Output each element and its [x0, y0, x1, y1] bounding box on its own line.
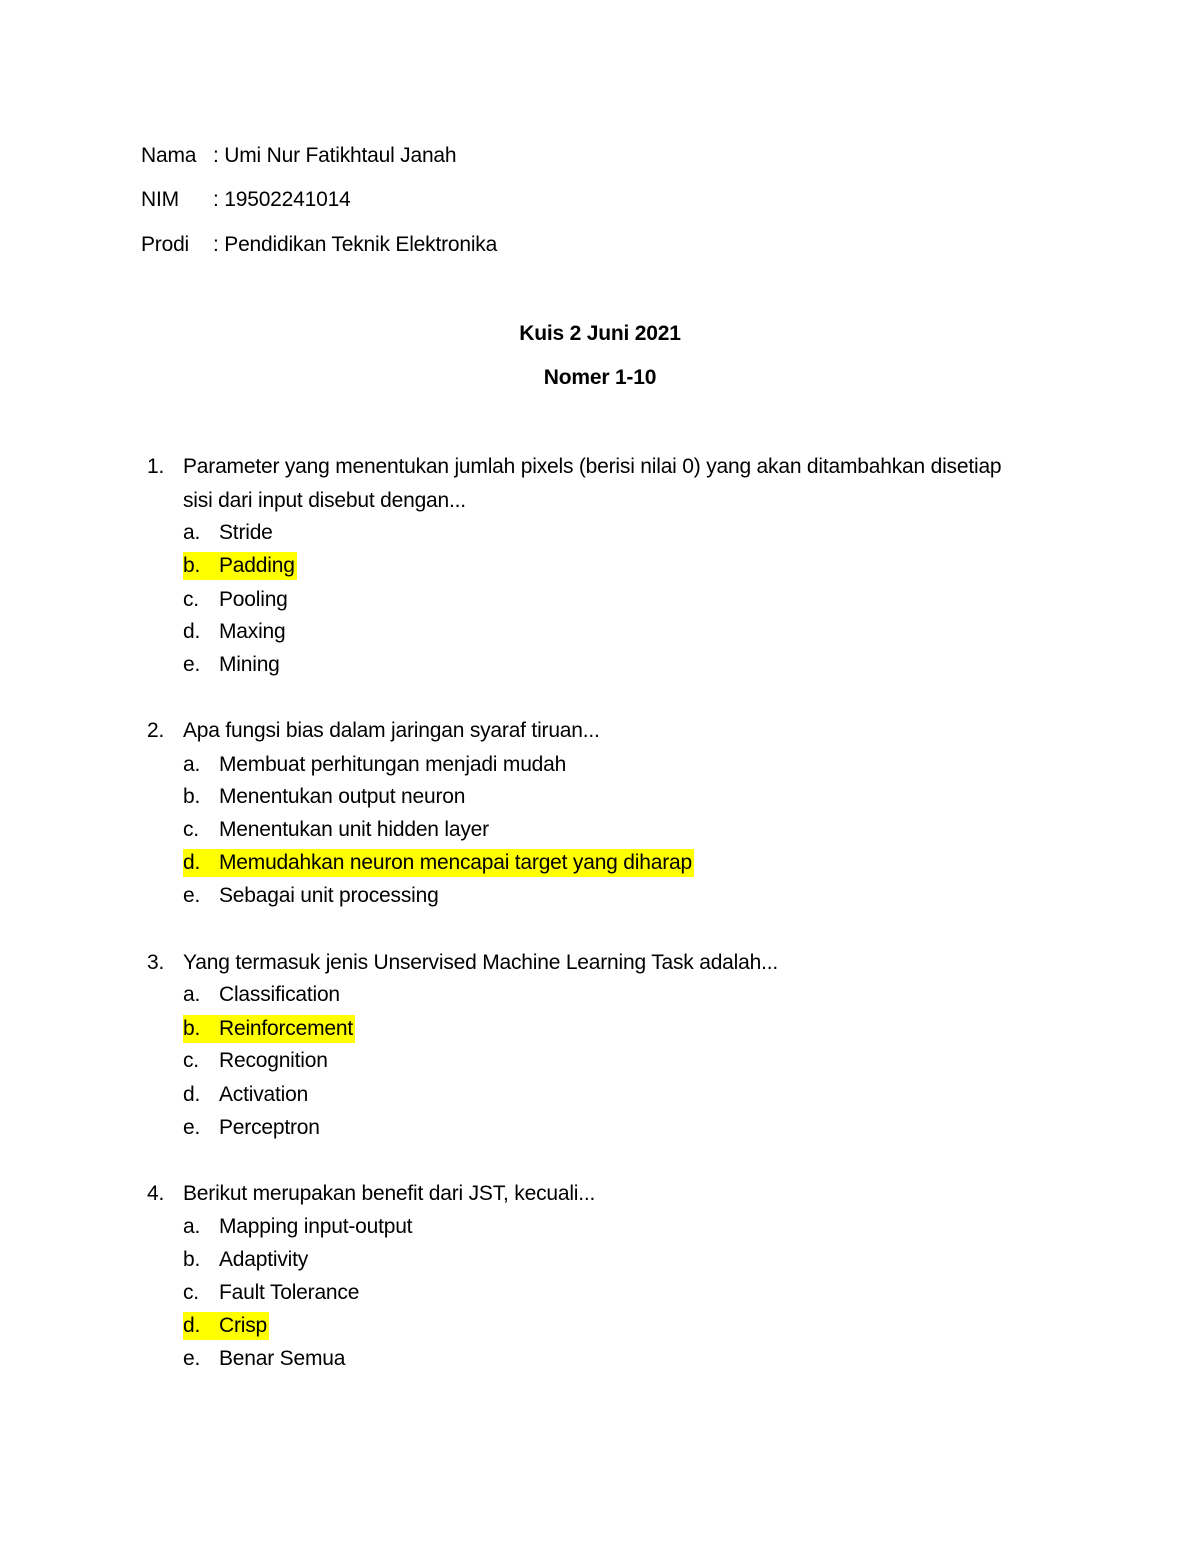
- option-4c: [183, 1279, 359, 1307]
- prodi-label: Prodi: [141, 233, 190, 256]
- question-text: Yang termasuk jenis Unservised Machine Learning Task adalah...: [183, 951, 778, 974]
- option-2b: [183, 783, 465, 811]
- option-letter: c.: [183, 588, 199, 611]
- info-nim: [141, 186, 351, 214]
- option-3a: [183, 981, 340, 1009]
- option-text: Mining: [219, 653, 280, 676]
- option-2c: [183, 816, 489, 844]
- question-text: Berikut merupakan benefit dari JST, kecuali...: [183, 1182, 596, 1205]
- quiz-subtitle: Nomer 1-10: [543, 366, 657, 389]
- option-2d-answer: [183, 849, 694, 877]
- option-text: Sebagai unit processing: [219, 884, 439, 907]
- question-number: 4.: [147, 1182, 165, 1205]
- nim-value: : 19502241014: [213, 188, 351, 211]
- prodi-value: : Pendidikan Teknik Elektronika: [213, 233, 498, 256]
- option-text: Fault Tolerance: [219, 1281, 360, 1304]
- option-1c: [183, 586, 288, 614]
- option-text: Menentukan output neuron: [219, 785, 466, 808]
- option-letter: d.: [183, 1083, 201, 1106]
- question-number: 3.: [147, 951, 165, 974]
- option-3b-answer: [183, 1015, 355, 1043]
- option-letter: b.: [183, 554, 201, 577]
- option-text: Activation: [219, 1083, 309, 1106]
- nama-label: Nama: [141, 144, 197, 167]
- info-nama: [141, 142, 456, 170]
- option-text: Padding: [219, 554, 295, 577]
- option-text: Stride: [219, 521, 273, 544]
- option-text: Maxing: [219, 620, 286, 643]
- option-text: Membuat perhitungan menjadi mudah: [219, 753, 567, 776]
- option-letter: c.: [183, 1281, 199, 1304]
- option-text: Reinforcement: [219, 1017, 353, 1040]
- option-letter: e.: [183, 884, 201, 907]
- option-letter: d.: [183, 851, 201, 874]
- option-letter: c.: [183, 818, 199, 841]
- option-text: Mapping input-output: [219, 1215, 413, 1238]
- option-text: Classification: [219, 983, 340, 1006]
- option-2e: [183, 882, 439, 910]
- option-letter: a.: [183, 1215, 201, 1238]
- question-text: sisi dari input disebut dengan...: [183, 489, 466, 512]
- option-letter: d.: [183, 620, 201, 643]
- option-letter: b.: [183, 785, 201, 808]
- info-prodi: [141, 231, 497, 259]
- option-letter: a.: [183, 521, 201, 544]
- option-1d: [183, 618, 286, 646]
- option-letter: e.: [183, 653, 201, 676]
- option-letter: d.: [183, 1314, 201, 1337]
- option-text: Menentukan unit hidden layer: [219, 818, 489, 841]
- question-text: Apa fungsi bias dalam jaringan syaraf tiruan...: [183, 719, 600, 742]
- option-4e: [183, 1345, 345, 1373]
- option-4d-answer: [183, 1312, 269, 1340]
- option-4b: [183, 1246, 308, 1274]
- option-1a: [183, 519, 273, 547]
- option-2a: [183, 751, 566, 779]
- option-text: Recognition: [219, 1049, 328, 1072]
- option-3e: [183, 1114, 320, 1142]
- option-text: Benar Semua: [219, 1347, 346, 1370]
- option-text: Crisp: [219, 1314, 268, 1337]
- option-letter: b.: [183, 1248, 201, 1271]
- option-letter: e.: [183, 1347, 201, 1370]
- option-text: Adaptivity: [219, 1248, 309, 1271]
- option-letter: b.: [183, 1017, 201, 1040]
- question-text: Parameter yang menentukan jumlah pixels (berisi nilai 0) yang akan ditambahkan disetiap: [183, 455, 1002, 478]
- option-letter: c.: [183, 1049, 199, 1072]
- option-1e: [183, 651, 280, 679]
- option-text: Perceptron: [219, 1116, 320, 1139]
- option-letter: a.: [183, 753, 201, 776]
- nim-label: NIM: [141, 188, 179, 211]
- nama-value: : Umi Nur Fatikhtaul Janah: [213, 144, 457, 167]
- option-4a: [183, 1213, 412, 1241]
- option-3c: [183, 1047, 328, 1075]
- option-1b-answer: [183, 552, 297, 580]
- option-letter: e.: [183, 1116, 201, 1139]
- option-text: Memudahkan neuron mencapai target yang diharap: [219, 851, 692, 874]
- option-letter: a.: [183, 983, 201, 1006]
- quiz-title: Kuis 2 Juni 2021: [519, 322, 681, 345]
- question-number: 2.: [147, 719, 165, 742]
- option-3d: [183, 1081, 308, 1109]
- option-text: Pooling: [219, 588, 288, 611]
- question-number: 1.: [147, 455, 165, 478]
